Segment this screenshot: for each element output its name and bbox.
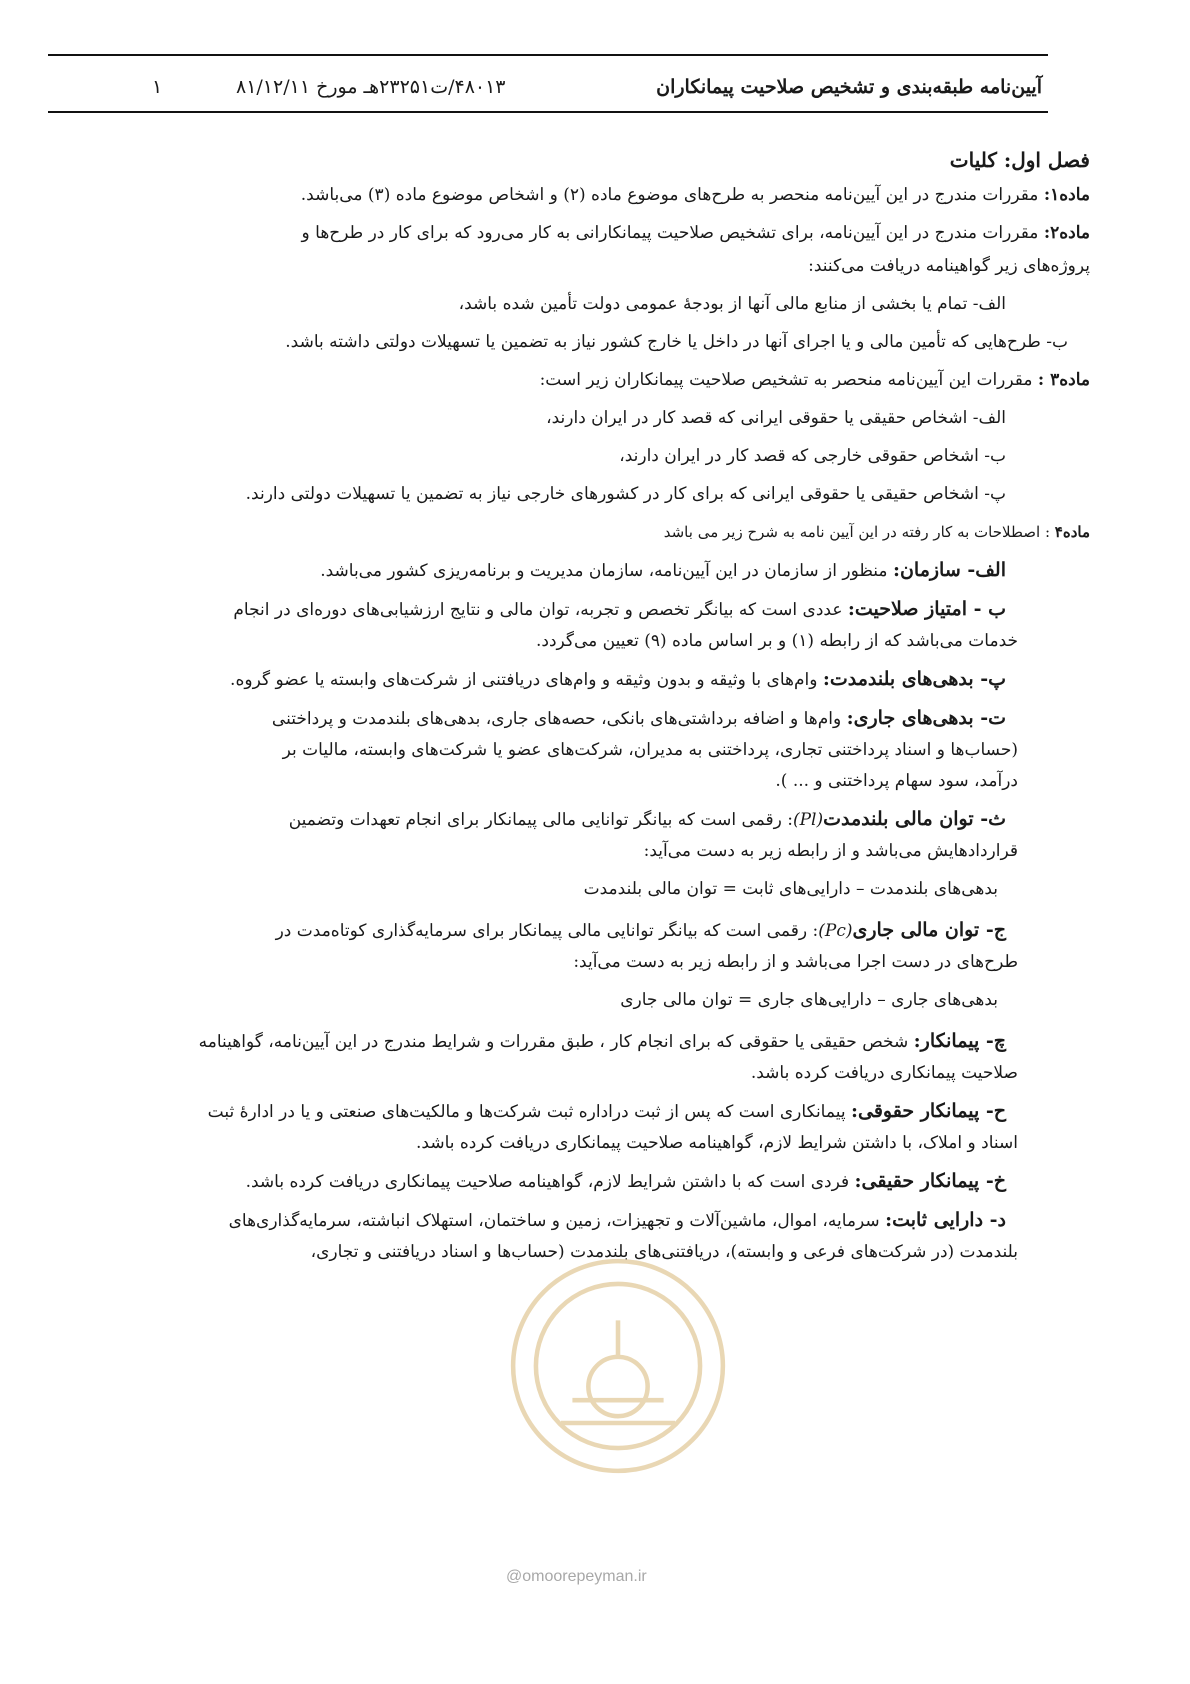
definition-long-term-debts xyxy=(100,665,1090,695)
article-3 xyxy=(100,366,1090,395)
symbol-pc: (Pc) xyxy=(818,921,853,941)
watermark-text: @omoorepeyman.ir xyxy=(506,1568,647,1585)
header-bottom-rule xyxy=(48,111,1048,113)
definition-current-capacity-term: ج- توان مالی جاری xyxy=(852,919,1006,941)
formula-current-capacity: بدهی‌های جاری – دارایی‌های جاری = توان مالی جاری xyxy=(620,990,998,1010)
watermark-seal-icon xyxy=(504,1252,732,1480)
definition-long-term-capacity-continuation: قراردادهایش می‌باشد و از رابطه زیر به دست می‌آید: xyxy=(643,841,1018,861)
page-number: ۱ xyxy=(152,76,163,98)
definition-natural-contractor xyxy=(100,1167,1090,1197)
article-3-text: مقررات این آیین‌نامه منحصر به تشخیص صلاحیت پیمانکاران زیر است: xyxy=(539,370,1038,390)
definition-contractor-text: شخص حقیقی یا حقوقی که برای انجام کار ، طبق مقررات و شرایط مندرج در این آیین‌نامه، گواهینامه xyxy=(198,1032,914,1052)
definition-long-term-capacity-term: ث- توان مالی بلندمدت xyxy=(823,808,1006,830)
definition-legal-contractor xyxy=(100,1097,1090,1127)
definition-current-debts xyxy=(100,704,1090,734)
definition-natural-contractor-term: خ- پیمانکار حقیقی: xyxy=(854,1170,1006,1192)
formula-long-term-capacity: بدهی‌های بلندمدت – دارایی‌های ثابت = توان مالی بلندمدت xyxy=(583,879,998,899)
definition-long-term-capacity xyxy=(100,805,1090,835)
definition-long-term-debts-text: وام‌های با وثیقه و بدون وثیقه و وام‌های دریافتنی از شرکت‌های وابسته یا عضو گروه. xyxy=(230,670,823,690)
definition-legal-contractor-text: پیمانکاری است که پس از ثبت دراداره ثبت شرکت‌ها و مالکیت‌های صنعتی و یا در ادارهٔ ثبت xyxy=(207,1102,851,1122)
document-title: آیین‌نامه طبقه‌بندی و تشخیص صلاحیت پیمانکاران xyxy=(656,76,1042,98)
definition-contractor-continuation: صلاحیت پیمانکاری دریافت کرده باشد. xyxy=(750,1063,1018,1083)
definition-sazman-text: منظور از سازمان در این آیین‌نامه، سازمان مدیریت و برنامه‌ریزی کشور می‌باشد. xyxy=(320,561,893,581)
definition-current-capacity-continuation: طرح‌های در دست اجرا می‌باشد و از رابطه زیر به دست می‌آید: xyxy=(573,952,1018,972)
article-1-label: ماده۱: xyxy=(1043,185,1090,205)
article-4-label: ماده۴ xyxy=(1054,523,1090,541)
article-3-item-be: ب- اشخاص حقوقی خارجی که قصد کار در ایران دارند، xyxy=(619,446,1006,466)
article-1 xyxy=(100,181,1090,210)
decree-reference: ۴۸۰۱۳/ت۲۳۲۵۱هـ مورخ ۸۱/۱۲/۱۱ xyxy=(236,76,506,98)
definition-contractor-term: چ- پیمانکار: xyxy=(913,1030,1006,1052)
definition-current-capacity xyxy=(100,916,1090,946)
definition-fixed-assets-continuation: بلندمدت (در شرکت‌های فرعی و وابسته)، دریافتنی‌های بلندمدت (حساب‌ها و اسناد دریافتنی و تجاری، xyxy=(310,1242,1018,1262)
definition-emtiaz-term: ب - امتیاز صلاحیت: xyxy=(847,598,1006,620)
definition-current-debts-term: ت- بدهی‌های جاری: xyxy=(846,707,1006,729)
definition-long-term-debts-term: پ- بدهی‌های بلندمدت: xyxy=(822,668,1006,690)
definition-current-debts-continuation: (حساب‌ها و اسناد پرداختنی تجاری، پرداختنی به مدیران، شرکت‌های عضو یا شرکت‌های وابسته، مالیات بر xyxy=(282,740,1018,760)
definition-long-term-capacity-text: : رقمی است که بیانگر توانایی مالی پیمانکار برای انجام تعهدات وتضمین xyxy=(288,810,793,830)
definition-fixed-assets-term: د- دارایی ثابت: xyxy=(885,1209,1006,1231)
article-2-item-alef: الف- تمام یا بخشی از منابع مالی آنها از بودجهٔ عمومی دولت تأمین شده باشد، xyxy=(458,294,1006,314)
definition-emtiaz-continuation: خدمات می‌باشد که از رابطه (۱) و بر اساس ماده (۹) تعیین می‌گردد. xyxy=(535,631,1018,651)
definition-fixed-assets-text: سرمایه، اموال، ماشین‌آلات و تجهیزات، زمین و ساختمان، استهلاک انباشته، سرمایه‌گذاری‌های xyxy=(228,1211,886,1231)
definition-current-debts-continuation-2: درآمد، سود سهام پرداختنی و ... ). xyxy=(775,771,1018,791)
definition-current-capacity-text: : رقمی است که بیانگر توانایی مالی پیمانکار برای سرمایه‌گذاری کوتاه‌مدت در xyxy=(275,921,819,941)
article-2-item-be: ب- طرح‌هایی که تأمین مالی و یا اجرای آنها در داخل یا خارج کشور نیاز به تضمین یا تسهیلات دولتی داشته باشد. xyxy=(285,332,1068,352)
definition-natural-contractor-text: فردی است که با داشتن شرایط لازم، گواهینامه صلاحیت پیمانکاری دریافت کرده باشد. xyxy=(245,1172,855,1192)
definition-current-debts-text: وام‌ها و اضافه برداشتی‌های بانکی، حصه‌های جاری، بدهی‌های بلندمدت و پرداختنی xyxy=(271,709,847,729)
definition-emtiaz xyxy=(100,595,1090,625)
definition-sazman xyxy=(100,556,1090,586)
article-3-item-alef: الف- اشخاص حقیقی یا حقوقی ایرانی که قصد کار در ایران دارند، xyxy=(546,408,1006,428)
article-3-item-pe: پ- اشخاص حقیقی یا حقوقی ایرانی که برای کار در کشورهای خارجی نیاز به تضمین یا تسهیلات دولتی دارند. xyxy=(245,484,1006,504)
symbol-pl: (Pl) xyxy=(792,810,824,830)
article-4-text: : اصطلاحات به کار رفته در این آیین نامه به شرح زیر می باشد xyxy=(663,523,1055,541)
article-2-label: ماده۲: xyxy=(1043,223,1090,243)
article-3-label: ماده۳ : xyxy=(1037,370,1090,390)
definition-contractor xyxy=(100,1027,1090,1057)
article-2-continuation: پروژه‌های زیر گواهینامه دریافت می‌کنند: xyxy=(808,256,1090,276)
definition-fixed-assets xyxy=(100,1206,1090,1236)
article-2-text: مقررات مندرج در این آیین‌نامه، برای تشخیص صلاحیت پیمانکارانی به کار می‌رود که برای کار در طرح‌ها و xyxy=(301,223,1044,243)
definition-legal-contractor-term: ح- پیمانکار حقوقی: xyxy=(850,1100,1006,1122)
chapter-heading: فصل اول: کلیات xyxy=(949,148,1090,172)
article-2 xyxy=(100,219,1090,248)
definition-emtiaz-text: عددی است که بیانگر تخصص و تجربه، توان مالی و نتایج ارزشیابی‌های دوره‌ای در انجام xyxy=(233,600,848,620)
article-1-text: مقررات مندرج در این آیین‌نامه منحصر به طرح‌های موضوع ماده (۲) و اشخاص موضوع ماده (۳) می‌باشد. xyxy=(300,185,1044,205)
article-4 xyxy=(100,518,1090,547)
header-top-rule xyxy=(48,54,1048,56)
definition-sazman-term: الف- سازمان: xyxy=(892,559,1006,581)
document-body xyxy=(100,146,1090,1276)
definition-legal-contractor-continuation: اسناد و املاک، با داشتن شرایط لازم، گواهینامه صلاحیت پیمانکاری دریافت کرده باشد. xyxy=(416,1133,1018,1153)
